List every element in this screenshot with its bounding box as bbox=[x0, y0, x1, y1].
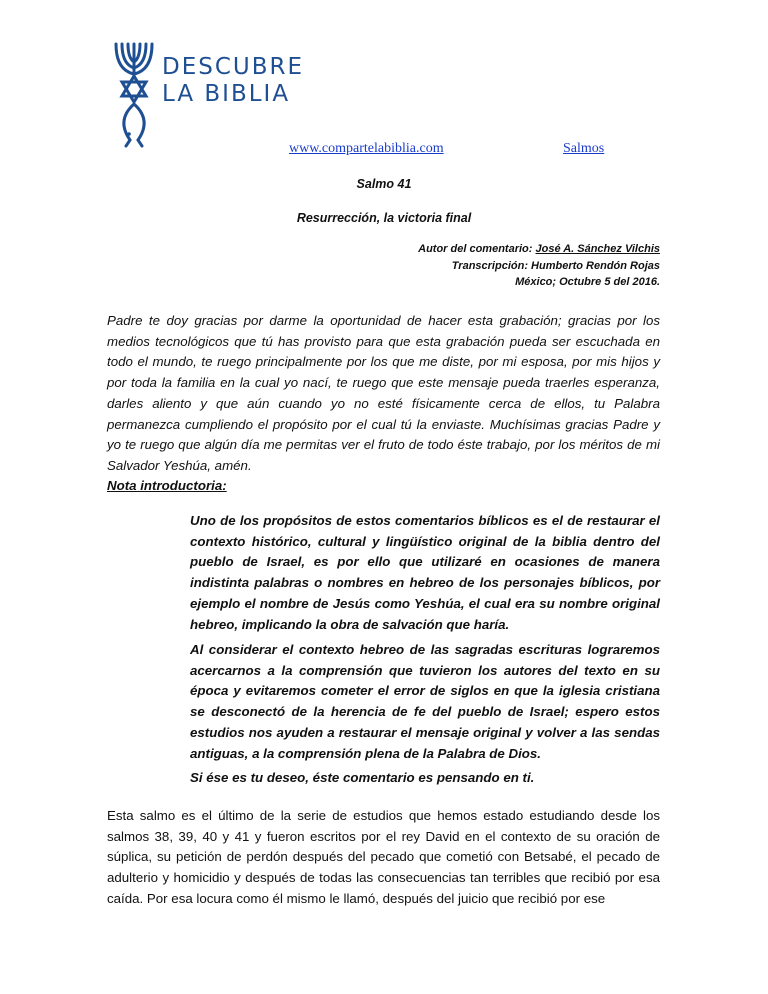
transcription-line: Transcripción: Humberto Rendón Rojas bbox=[451, 259, 660, 272]
author-label: Autor del comentario: bbox=[418, 243, 536, 255]
place-date-line: México; Octubre 5 del 2016. bbox=[515, 276, 660, 288]
prayer-paragraph: Padre te doy gracias por darme la oportunidad de hacer esta grabación; gracias por los medios tecnológicos que tú has provisto para que esta grabación pueda ser escuchada en todo el mundo, te ruego principalmente por los que me diste, por mi esposa, por mis hijos y por toda la familia en la cual yo nací, te ruego que este mensaje pueda traerles esperanza, darles aliento y que aún cuando yo no esté físicamente cerca de ellos, tu Palabra permanezca cumpliendo el propósito por el cual tú la enviaste. Muchísimas gracias Padre y yo te ruego que algún día me permitas ver el fruto de todo éste trabajo, por los méritos de mi Salvador Yeshúa, amén. bbox=[107, 313, 660, 473]
site-link[interactable]: www.compartelabiblia.com bbox=[289, 141, 444, 156]
page-title: Resurrección, la victoria final bbox=[296, 211, 472, 225]
header-links bbox=[0, 141, 768, 161]
author-name: José A. Sánchez Vilchis bbox=[535, 243, 660, 255]
logo-text bbox=[162, 54, 304, 108]
logo-line-2: LA BIBLIA bbox=[162, 81, 291, 107]
author-line bbox=[418, 241, 660, 258]
nota-heading: Nota introductoria: bbox=[107, 478, 227, 493]
menorah-star-fish-icon bbox=[108, 38, 160, 148]
author-block bbox=[418, 241, 660, 291]
section-link[interactable]: Salmos bbox=[563, 141, 605, 156]
body-paragraph: Esta salmo es el último de la serie de estudios que hemos estado estudiando desde los salmos 38, 39, 40 y 41 y fueron escritos por el rey David en el contexto de su oración de súplica, su petición de perdón después del pecado que cometió con Betsabé, el pecado de adulterio y homicidio y después de todas las consecuencias tan terribles que recibió por esa caída. Por esa locura como él mismo le llamó, después del juicio que recibió por ese bbox=[107, 808, 660, 906]
intro-paragraph-1: Uno de los propósitos de estos comentarios bíblicos es el de restaurar el contexto histórico, cultural y lingüístico original de la biblia dentro del pueblo de Israel, es por ello que utilizaré en ocasiones de manera indistinta palabras o nombres en hebreo de los personajes bíblicos, por ejemplo el nombre de Jesús como Yeshúa, el cual era su nombre original hebreo, implicando la obra de salvación que haría. bbox=[190, 513, 660, 632]
psalm-heading: Salmo 41 bbox=[356, 177, 412, 191]
logo bbox=[108, 38, 308, 148]
intro-paragraph-2: Al considerar el contexto hebreo de las sagradas escrituras lograremos acercarnos a la comprensión que tuvieron los autores del texto en su época y evitaremos cometer el error de siglos en que la iglesia cristiana se desconectó de la herencia de fe del pueblo de Israel; espero estos estudios nos ayuden a restaurar el mensaje original y volver a las sendas antiguas, a la comprensión plena de la Palabra de Dios. bbox=[190, 642, 660, 761]
intro-paragraph-3: Si ése es tu deseo, éste comentario es pensando en ti. bbox=[190, 770, 535, 785]
logo-line-1: DESCUBRE bbox=[162, 54, 305, 80]
